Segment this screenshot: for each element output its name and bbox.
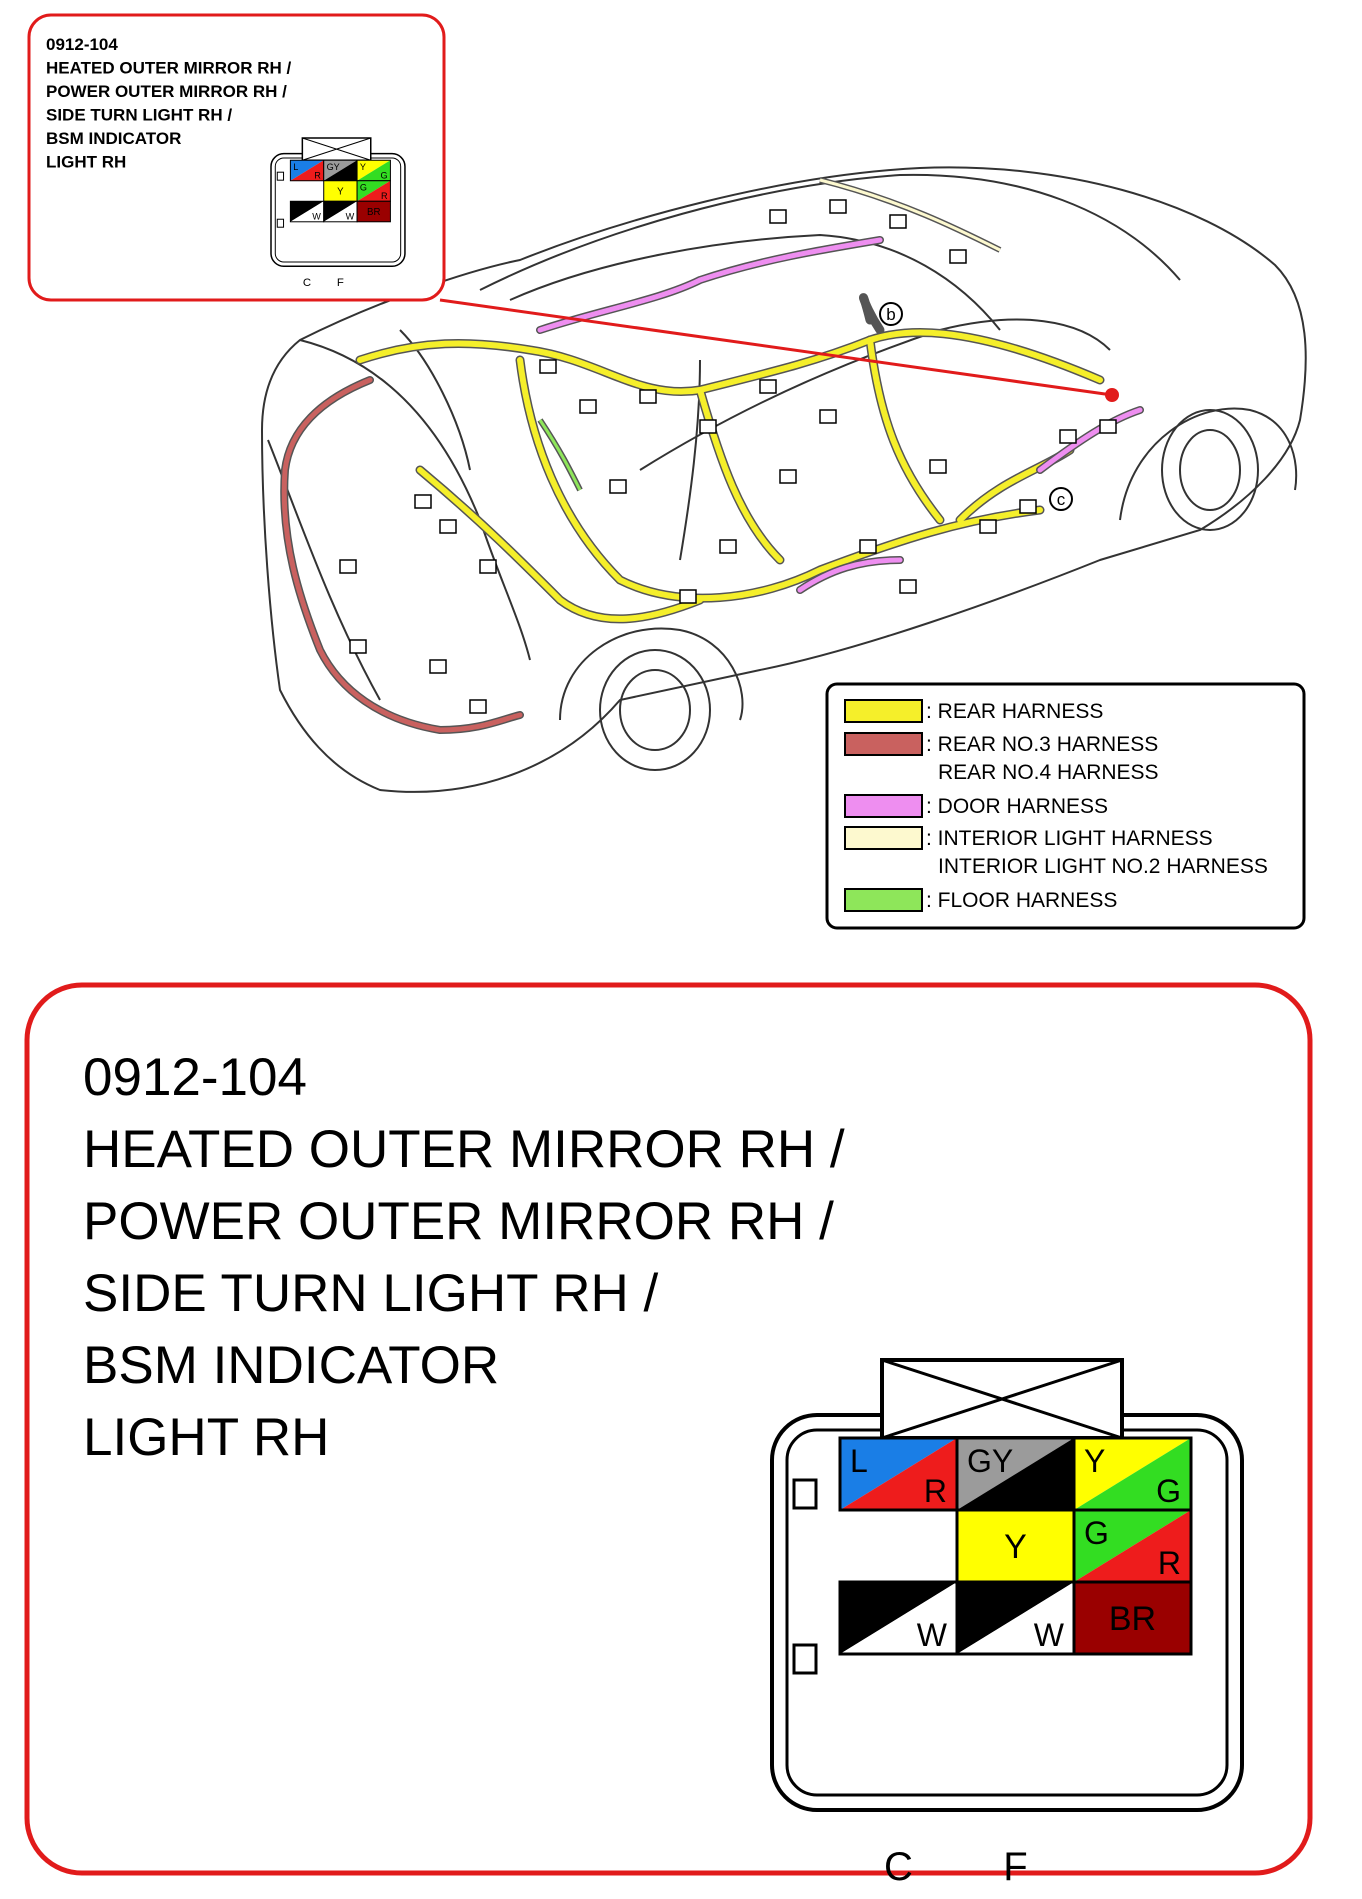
legend-label: : REAR NO.3 HARNESS	[926, 733, 1159, 756]
legend-swatch	[845, 733, 922, 755]
legend-label: INTERIOR LIGHT NO.2 HARNESS	[938, 855, 1268, 878]
connector-side-key	[794, 1645, 816, 1673]
pin-label: Y	[337, 186, 344, 198]
pin-cell	[357, 181, 390, 202]
legend-row	[845, 889, 1117, 912]
pin-cell	[357, 160, 390, 181]
pin-label-top: L	[850, 1443, 868, 1479]
door-harness-wires	[540, 240, 1140, 590]
pin-label-top: B	[293, 202, 300, 213]
pin-label-top: Y	[1084, 1443, 1106, 1479]
connector-label-f: F	[336, 277, 344, 290]
legend-label: : INTERIOR LIGHT HARNESS	[926, 827, 1213, 850]
detail-connector-box	[27, 985, 1310, 1889]
connector-label-f: F	[1003, 1845, 1028, 1889]
pin-cell	[840, 1582, 957, 1654]
connector-name-line: HEATED OUTER MIRROR RH /	[46, 58, 292, 78]
inset-connector-face	[271, 138, 405, 289]
pin-cell	[957, 1582, 1074, 1654]
pin-label-bottom: B	[348, 170, 355, 181]
legend-label: : REAR HARNESS	[926, 700, 1104, 723]
pin-label-bottom: B	[1042, 1473, 1064, 1509]
detail-connector-face	[772, 1360, 1242, 1889]
pin-cell	[324, 201, 357, 222]
connector-label-c: C	[302, 277, 312, 290]
legend-label: : DOOR HARNESS	[926, 795, 1109, 818]
pin-label-bottom: G	[1156, 1473, 1181, 1509]
pin-cell	[1074, 1438, 1191, 1510]
legend-row	[845, 700, 1103, 723]
callout-c	[1050, 488, 1072, 510]
connector-name-line: BSM INDICATOR	[46, 129, 182, 148]
pin-label-bottom: W	[312, 211, 321, 222]
pin-label-top: G	[359, 182, 368, 193]
pin-cell	[290, 201, 323, 222]
legend-label: : FLOOR HARNESS	[926, 889, 1118, 912]
pin-label-top: B	[967, 1587, 989, 1623]
legend-swatch	[845, 827, 922, 849]
callout-c-label: c	[1056, 490, 1066, 509]
connector-side-key	[794, 1480, 816, 1508]
pin-cell	[1074, 1582, 1191, 1654]
connector-code: 0912-104	[83, 1048, 307, 1107]
rear-harness-wires	[360, 298, 1100, 619]
inset-connector-box	[29, 15, 444, 300]
legend-label: REAR NO.4 HARNESS	[938, 761, 1159, 784]
callout-b	[880, 303, 902, 325]
pin-label-top: GY	[967, 1443, 1014, 1479]
connector-name-line: LIGHT RH	[83, 1408, 330, 1467]
pin-cell	[840, 1438, 957, 1510]
connector-name-line: SIDE TURN LIGHT RH /	[83, 1264, 659, 1323]
legend-swatch	[845, 700, 922, 722]
pin-label-top: B	[326, 202, 333, 213]
connector-name-line: BSM INDICATOR	[83, 1336, 500, 1395]
rear-no3-harness-wires	[284, 380, 520, 730]
harness-legend	[827, 684, 1304, 928]
connector-name-line: POWER OUTER MIRROR RH /	[46, 82, 287, 101]
pin-label-top: B	[850, 1587, 872, 1623]
pin-label: BR	[367, 206, 381, 218]
pin-label-bottom: G	[380, 170, 388, 181]
pin-cell	[1074, 1510, 1191, 1582]
callout-b-label: b	[886, 305, 896, 324]
pin-label-bottom: R	[314, 170, 321, 181]
connector-side-key	[277, 172, 283, 180]
connector-code: 0912-104	[46, 35, 118, 54]
pin-cell	[357, 201, 390, 222]
connector-name-line: HEATED OUTER MIRROR RH /	[83, 1120, 845, 1179]
pin-label-bottom: R	[1157, 1545, 1181, 1581]
pin-label: Y	[1004, 1528, 1027, 1566]
pin-label-top: G	[1084, 1515, 1109, 1551]
connector-side-key	[277, 219, 283, 227]
pin-cell	[957, 1438, 1074, 1510]
pin-label-top: L	[293, 161, 299, 172]
connector-label-c: C	[884, 1845, 913, 1889]
connector-name-line: POWER OUTER MIRROR RH /	[83, 1192, 834, 1251]
pin-cell	[957, 1510, 1074, 1582]
pin-label-top: Y	[359, 161, 366, 172]
pin-cell	[290, 160, 323, 181]
pin-label-bottom: R	[923, 1473, 947, 1509]
connector-location-dot	[1105, 388, 1119, 402]
interior-light-harness-wires	[820, 180, 1000, 250]
pin-label-bottom: R	[380, 190, 388, 201]
legend-swatch	[845, 795, 922, 817]
connector-name-line: LIGHT RH	[46, 152, 127, 172]
pin-label-bottom: W	[916, 1617, 947, 1653]
pin-label-bottom: W	[345, 211, 355, 222]
pin-label-top: GY	[326, 161, 340, 172]
pin-label-bottom: W	[1033, 1617, 1064, 1653]
pin-cell	[324, 160, 357, 181]
pin-label: BR	[1108, 1600, 1157, 1638]
legend-swatch	[845, 889, 922, 911]
connector-name-line: SIDE TURN LIGHT RH /	[46, 105, 233, 125]
legend-row	[845, 795, 1108, 818]
pin-cell	[324, 181, 357, 202]
